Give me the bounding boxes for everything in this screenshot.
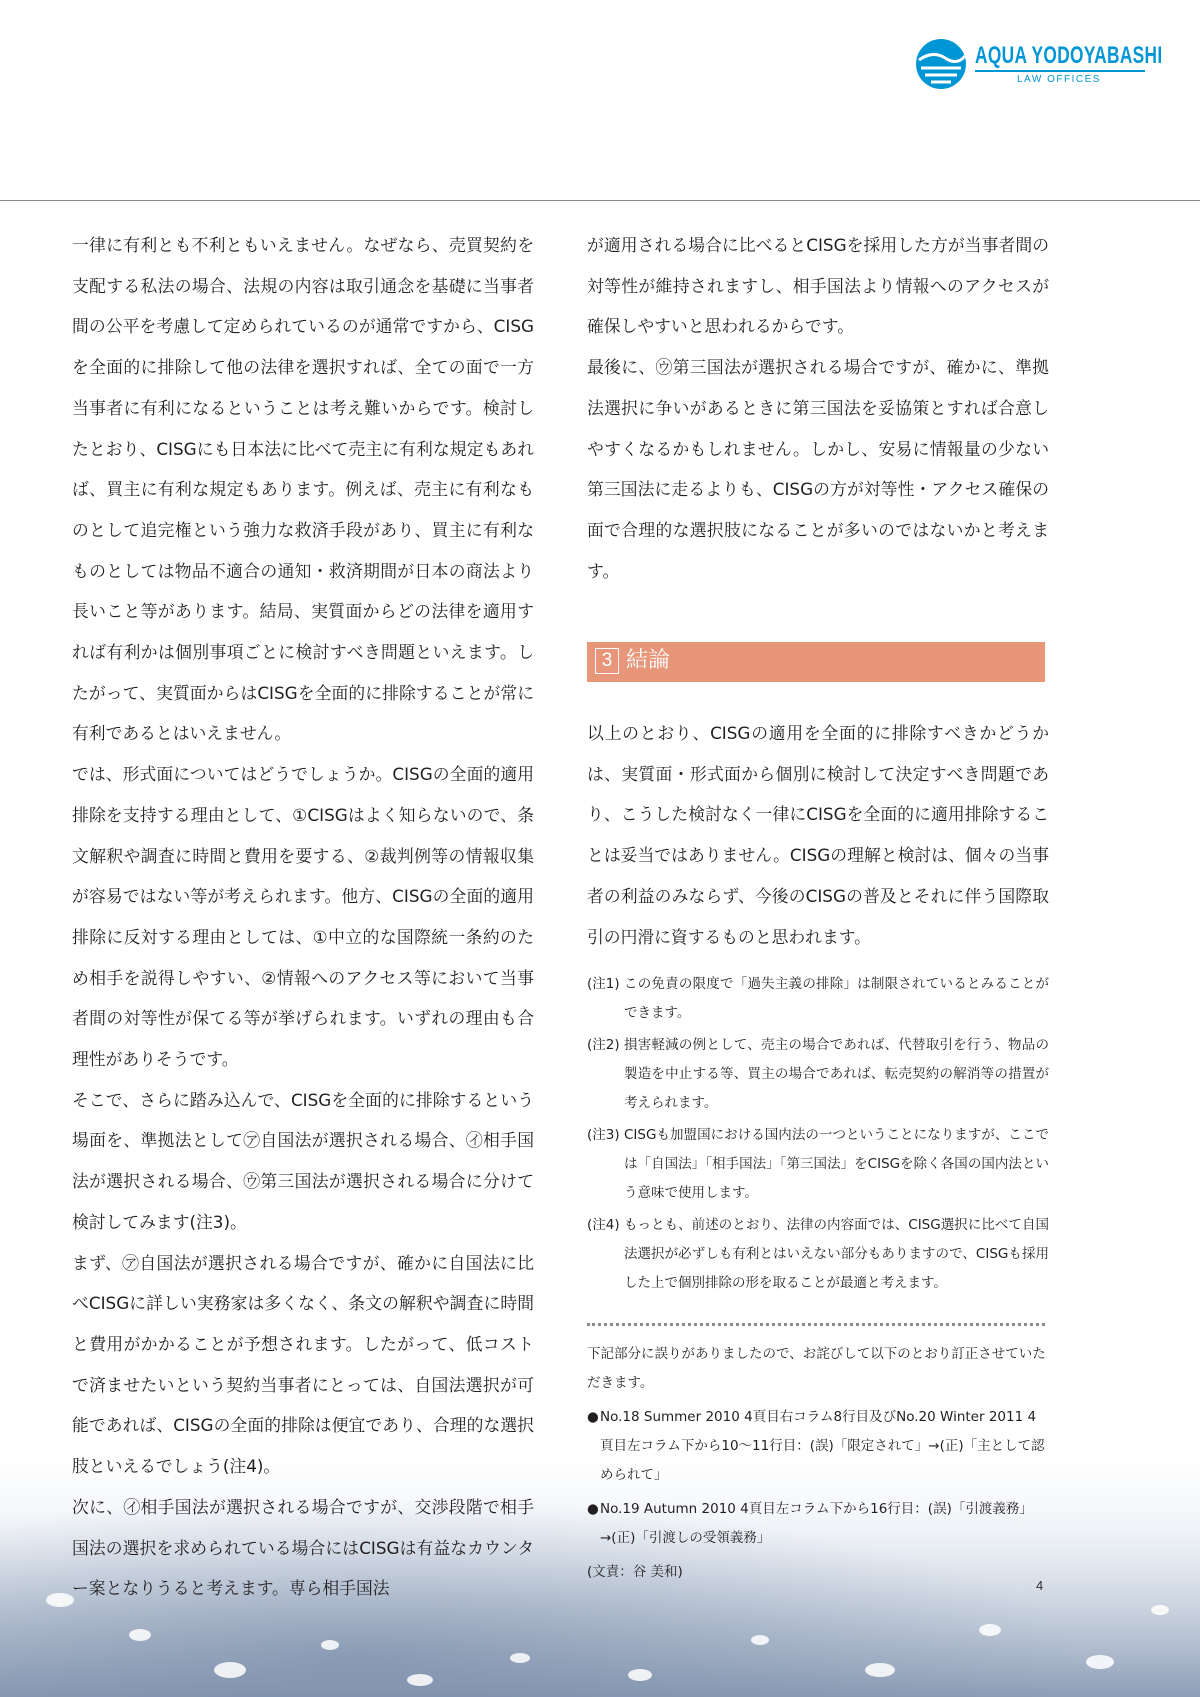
errata-item bbox=[587, 1495, 1049, 1553]
errata-section bbox=[587, 1340, 1049, 1587]
body-paragraph: が適用される場合に比べるとCISGを採用した方が当事者間の対等性が維持されますし、相手国法より情報へのアクセスが確保しやすいと思われるからです。 bbox=[587, 235, 1049, 337]
dotted-divider bbox=[587, 1323, 1045, 1326]
section-title: 結論 bbox=[626, 648, 671, 673]
header-divider bbox=[0, 200, 1200, 201]
firm-logo bbox=[915, 38, 1163, 90]
page-number: 4 bbox=[1036, 1578, 1044, 1593]
body-paragraph: では、形式面についてはどうでしょうか。CISGの全面的適用排除を支持する理由として、①CISGはよく知らないので、条文解釈や調査に時間と費用を要する、②裁判例等の情報収集が容易ではない等が考えられます。他方、CISGの全面的適用排除に反対する理由としては、①中立的な国際統一条約のため相手を説得しやすい、②情報へのアクセス等において当事者間の対等性が保てる等が挙げられます。いずれの理由も合理性がありそうです。 bbox=[72, 764, 534, 1070]
footnote-label: (注3) bbox=[587, 1127, 620, 1143]
errata-item bbox=[587, 1403, 1049, 1490]
body-paragraph: そこで、さらに踏み込んで、CISGを全面的に排除するという場面を、準拠法として㋐自国法が選択される場合、㋑相手国法が選択される場合、㋒第三国法が選択される場合に分けて検討してみます(注3)。 bbox=[72, 1089, 534, 1232]
left-column bbox=[72, 225, 534, 1609]
footnote-text: この免責の限度で「過失主義の排除」は制限されているとみることができます。 bbox=[624, 976, 1049, 1021]
author-byline: (文責：谷 美和) bbox=[587, 1564, 683, 1580]
footnote bbox=[587, 970, 1049, 1028]
errata-item-text: No.19 Autumn 2010 4頁目左コラム下から16行目：(誤)「引渡義務」→(正)「引渡しの受領義務」 bbox=[600, 1501, 1033, 1546]
logo-subtitle: LAW OFFICES bbox=[1017, 74, 1101, 85]
bullet-icon: ● bbox=[587, 1409, 599, 1425]
body-paragraph: 最後に、㋒第三国法が選択される場合ですが、確かに、準拠法選択に争いがあるときに第三国法を妥協策とすれば合意しやすくなるかもしれません。しかし、安易に情報量の少ない第三国法に走るよりも、CISGの方が対等性・アクセス確保の面で合理的な選択肢になることが多いのではないかと考えます。 bbox=[587, 357, 1049, 581]
footnote bbox=[587, 1211, 1049, 1298]
logo-firm-name: AQUA YODOYABASHI bbox=[975, 42, 1163, 69]
conclusion-body bbox=[587, 713, 1049, 957]
errata-item-text: No.18 Summer 2010 4頁目右コラム8行目及びNo.20 Winter 2011 4頁目左コラム下から10〜11行目：(誤)「限定されて」→(正)「主として認められて」 bbox=[600, 1409, 1045, 1483]
footnote-text: もっとも、前述のとおり、法律の内容面では、CISG選択に比べて自国法選択が必ずしも有利とはいえない部分もありますので、CISGも採用した上で個別排除の形を取ることが最適と考えます。 bbox=[624, 1217, 1049, 1291]
conclusion-paragraph: 以上のとおり、CISGの適用を全面的に排除すべきかどうかは、実質面・形式面から個別に検討して決定すべき問題であり、こうした検討なく一律にCISGを全面的に適用排除することは妥当ではありません。CISGの理解と検討は、個々の当事者の利益のみならず、今後のCISGの普及とそれに伴う国際取引の円滑に資するものと思われます。 bbox=[587, 723, 1049, 947]
footnote-text: 損害軽減の例として、売主の場合であれば、代替取引を行う、物品の製造を中止する等、買主の場合であれば、転売契約の解消等の措置が考えられます。 bbox=[624, 1037, 1049, 1111]
footnote-label: (注4) bbox=[587, 1217, 620, 1233]
errata-intro: 下記部分に誤りがありましたので、お詫びして以下のとおり訂正させていただきます。 bbox=[587, 1346, 1046, 1391]
section-heading-conclusion bbox=[587, 642, 1045, 682]
footnote bbox=[587, 1031, 1049, 1118]
logo-underline bbox=[975, 70, 1145, 72]
body-paragraph: 一律に有利とも不利ともいえません。なぜなら、売買契約を支配する私法の場合、法規の内容は取引通念を基礎に当事者間の公平を考慮して定められているのが通常ですから、CISGを全面的に排除して他の法律を選択すれば、全ての面で一方当事者に有利になるということは考え難いからです。検討したとおり、CISGにも日本法に比べて売主に有利な規定もあれば、買主に有利な規定もあります。例えば、売主に有利なものとして追完権という強力な救済手段があり、買主に有利なものとしては物品不適合の通知・救済期間が日本の商法より長いこと等があります。結局、実質面からどの法律を適用すれば有利かは個別事項ごとに検討すべき問題といえます。したがって、実質面からはCISGを全面的に排除することが常に有利であるとはいえません。 bbox=[72, 235, 534, 744]
wave-logo-icon bbox=[915, 38, 967, 90]
footnote bbox=[587, 1121, 1049, 1208]
right-column bbox=[587, 225, 1049, 591]
bullet-icon: ● bbox=[587, 1501, 599, 1517]
footnote-text: CISGも加盟国における国内法の一つということになりますが、ここでは「自国法」「相手国法」「第三国法」をCISGを除く各国の国内法という意味で使用します。 bbox=[624, 1127, 1049, 1201]
body-paragraph: まず、㋐自国法が選択される場合ですが、確かに自国法に比べCISGに詳しい実務家は多くなく、条文の解釈や調査に時間と費用がかかることが予想されます。したがって、低コストで済ませたいという契約当事者にとっては、自国法選択が可能であれば、CISGの全面的排除は便宜であり、合理的な選択肢といえるでしょう(注4)。 bbox=[72, 1252, 534, 1477]
body-paragraph: 次に、㋑相手国法が選択される場合ですが、交渉段階で相手国法の選択を求められている場合にはCISGは有益なカウンター案となりうると考えます。専ら相手国法 bbox=[72, 1496, 534, 1599]
footnotes bbox=[587, 970, 1049, 1301]
page-header bbox=[0, 0, 1200, 201]
footnote-label: (注1) bbox=[587, 976, 620, 992]
section-number: 3 bbox=[595, 648, 619, 674]
footnote-label: (注2) bbox=[587, 1037, 620, 1053]
